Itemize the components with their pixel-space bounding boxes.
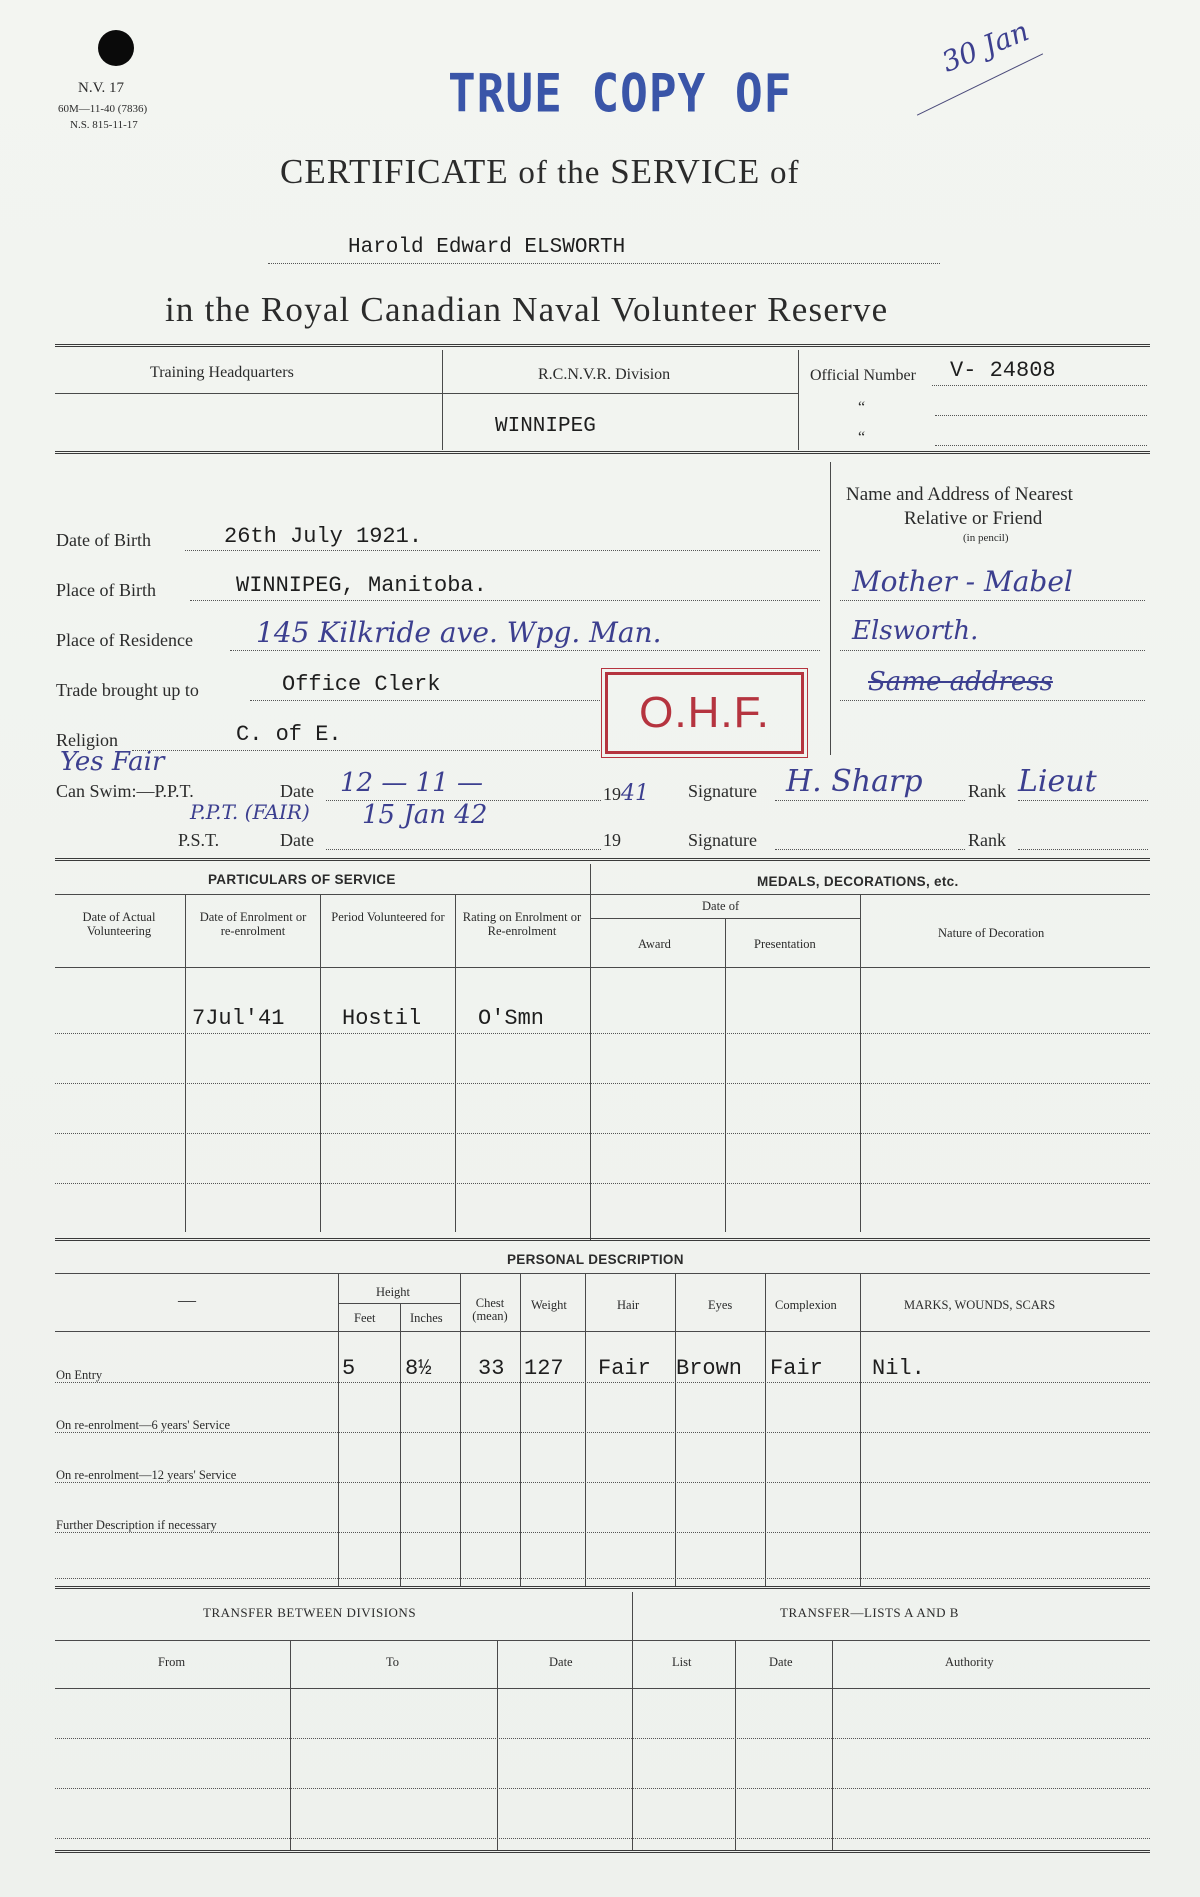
year-value: 41: [621, 781, 649, 806]
transfer-bottom-rule: [55, 1850, 1150, 1853]
divider: [860, 1274, 861, 1586]
line: [55, 1432, 1150, 1433]
hair-label: Hair: [617, 1298, 640, 1312]
certificate-title: [280, 152, 799, 192]
line: [1018, 849, 1148, 850]
line: [55, 1738, 1150, 1739]
line: [55, 1788, 1150, 1789]
description-dash: —: [178, 1290, 196, 1310]
divider: [460, 1274, 461, 1586]
dob-label: Date of Birth: [56, 530, 151, 550]
line: [840, 650, 1145, 651]
line: [775, 800, 965, 801]
divider: [320, 895, 321, 1232]
line: [775, 849, 965, 850]
description-header-bottom-rule: [55, 1331, 1150, 1332]
service-member-name: Harold Edward ELSWORTH: [348, 236, 626, 259]
service-table-top-rule: [55, 858, 1150, 861]
relative-heading-2: Relative or Friend: [904, 508, 1043, 529]
line: [935, 445, 1147, 446]
row-further-description: Further Description if necessary: [56, 1518, 217, 1532]
col-period: Period Volunteered for: [331, 910, 445, 924]
line: [230, 650, 820, 651]
row-reenrolment-6: On re-enrolment—6 years' Service: [56, 1418, 231, 1432]
col-actual-volunteering: Date of Actual Volunteering: [82, 910, 156, 938]
true-copy-stamp: TRUE COPY OF: [448, 61, 793, 125]
entry-weight: 127: [524, 1356, 564, 1381]
top-rule: [55, 344, 1150, 347]
line: [55, 1133, 1150, 1134]
top-row-mid-rule: [55, 393, 798, 394]
service-header-bottom-rule: [55, 967, 1150, 968]
ppt-year-prefix: [603, 781, 649, 806]
divider: [290, 1640, 291, 1850]
line: [55, 1382, 1150, 1383]
title-of: of: [769, 155, 800, 191]
ppt-date-label: Date: [280, 781, 314, 801]
relative-line-3: Same address: [868, 667, 1053, 697]
residence-label: Place of Residence: [56, 630, 193, 650]
line: [55, 1532, 1150, 1533]
line: [935, 415, 1147, 416]
form-code-nv17: N.V. 17: [78, 80, 124, 96]
punch-hole: [98, 30, 134, 66]
line: [840, 700, 1145, 701]
divider: [520, 1274, 521, 1586]
line: [190, 600, 820, 601]
relative-heading-3: (in pencil): [963, 532, 1009, 544]
relative-line-1: Mother - Mabel: [852, 565, 1073, 598]
line: [1018, 800, 1148, 801]
official-number-label: Official Number: [810, 367, 916, 384]
divider: [442, 350, 443, 450]
entry-eyes: Brown: [676, 1356, 743, 1381]
line: [55, 1578, 1150, 1579]
row-on-entry: On Entry: [56, 1368, 103, 1382]
pst-label: P.S.T.: [178, 830, 220, 850]
entry-marks: Nil.: [872, 1356, 925, 1381]
feet-label: Feet: [354, 1311, 376, 1325]
inches-label: Inches: [410, 1311, 443, 1325]
service-table-bottom-rule: [55, 1238, 1150, 1241]
form-code-print: 60M—11-40 (7836): [58, 103, 148, 115]
pst-date-label: Date: [280, 830, 314, 850]
pst-date-handwritten: 15 Jan 42: [362, 800, 488, 830]
title-certificate: CERTIFICATE: [280, 152, 509, 191]
line: [250, 700, 600, 701]
complexion-label: Complexion: [775, 1298, 837, 1312]
medals-date-of: Date of: [702, 899, 740, 913]
trade-label: Trade brought up to: [56, 680, 199, 700]
ppt-date-value: 12 — 11 —: [340, 768, 483, 798]
divider: [860, 895, 861, 1232]
residence-value: 145 Kilkride ave. Wpg. Man.: [256, 616, 662, 649]
line: [55, 1838, 1150, 1839]
line: [55, 1033, 1150, 1034]
ppt-signature-value: H. Sharp: [786, 764, 923, 799]
divider: [725, 918, 726, 1232]
divider: [497, 1640, 498, 1850]
ohf-stamp-text: O.H.F.: [639, 688, 770, 737]
can-swim-label: Can Swim:—P.P.T.: [56, 781, 194, 801]
line: [932, 385, 1147, 386]
religion-label: Religion: [56, 730, 118, 750]
ditto-mark: “: [858, 399, 866, 416]
pst-year-prefix: 19: [603, 830, 621, 850]
official-number-value: V- 24808: [950, 358, 1056, 383]
pst-rank-label: Rank: [968, 830, 1006, 850]
divider: [338, 1274, 339, 1586]
description-subhead-rule: [55, 1273, 1150, 1274]
service-heading: PARTICULARS OF SERVICE: [208, 872, 396, 887]
transfer-header-bottom-rule: [55, 1688, 1150, 1689]
chest-label: Chest (mean): [472, 1296, 508, 1323]
description-bottom-rule: [55, 1586, 1150, 1589]
training-hq-label: Training Headquarters: [150, 364, 294, 381]
divider: [798, 350, 799, 450]
divider: [832, 1640, 833, 1850]
relative-heading: Name and Address of Nearest: [846, 484, 1073, 505]
transfer-date: Date: [549, 1655, 573, 1669]
medals-presentation: Presentation: [754, 937, 816, 951]
division-value: WINNIPEG: [495, 415, 596, 438]
transfer-subhead-rule: [55, 1640, 1150, 1641]
divider: [400, 1303, 401, 1586]
line: [185, 550, 820, 551]
entry-complexion: Fair: [770, 1356, 823, 1381]
medals-heading: MEDALS, DECORATIONS, etc.: [757, 874, 959, 889]
ppt-signature-label: Signature: [688, 781, 757, 801]
pst-signature-label: Signature: [688, 830, 757, 850]
service-subhead-rule: [55, 894, 1150, 895]
service-period-value: Hostil: [342, 1006, 422, 1031]
service-enrolment-value: 7Jul'41: [192, 1006, 285, 1031]
name-line: [268, 263, 940, 264]
transfer-list: List: [672, 1655, 692, 1669]
line: [840, 600, 1145, 601]
weight-label: Weight: [531, 1298, 567, 1312]
service-rating-value: O'Smn: [478, 1006, 545, 1031]
title-of-the: of the: [518, 155, 601, 191]
col-rating: Rating on Enrolment or Re-enrolment: [462, 910, 582, 938]
margin-note: 30 Jan: [937, 14, 1034, 79]
medals-nature: Nature of Decoration: [938, 926, 1045, 940]
line: [55, 1183, 1150, 1184]
ditto-mark: “: [858, 429, 866, 446]
pob-value: WINNIPEG, Manitoba.: [236, 573, 487, 598]
transfer-divisions-heading: TRANSFER BETWEEN DIVISIONS: [203, 1605, 417, 1620]
line: [326, 849, 601, 850]
dob-value: 26th July 1921.: [224, 524, 423, 549]
transfer-divider: [632, 1592, 633, 1850]
subtitle: in the Royal Canadian Naval Volunteer Reserve: [165, 290, 889, 329]
description-heading: PERSONAL DESCRIPTION: [507, 1252, 684, 1267]
height-label: Height: [376, 1285, 411, 1299]
transfer-to: To: [386, 1655, 400, 1669]
relative-box-border: [830, 462, 831, 755]
ppt-fair-note: P.P.T. (FAIR): [190, 800, 310, 824]
height-rule: [338, 1303, 460, 1304]
swim-handwritten-note: Yes Fair: [60, 747, 165, 777]
divider: [185, 895, 186, 1232]
year-prefix: 19: [603, 784, 621, 804]
transfer-from: From: [158, 1655, 186, 1669]
pob-label: Place of Birth: [56, 580, 156, 600]
line: [55, 1482, 1150, 1483]
top-table-bottom-rule: [55, 451, 1150, 454]
transfer-date-2: Date: [769, 1655, 793, 1669]
entry-hair: Fair: [598, 1356, 651, 1381]
row-reenrolment-12: On re-enrolment—12 years' Service: [56, 1468, 237, 1482]
divider: [585, 1274, 586, 1586]
entry-inches: 8½: [405, 1356, 432, 1381]
entry-chest: 33: [478, 1356, 505, 1381]
trade-value: Office Clerk: [282, 672, 441, 697]
divider: [735, 1640, 736, 1850]
transfer-authority: Authority: [945, 1655, 994, 1669]
divider: [765, 1274, 766, 1586]
religion-value: C. of E.: [236, 722, 342, 747]
ppt-rank-value: Lieut: [1018, 764, 1097, 799]
division-label: R.C.N.V.R. Division: [538, 366, 671, 383]
ohf-stamp: [605, 672, 804, 754]
transfer-lists-heading: TRANSFER—LISTS A AND B: [780, 1605, 959, 1620]
divider: [455, 895, 456, 1232]
line: [55, 1083, 1150, 1084]
title-service: SERVICE: [610, 152, 761, 191]
marks-label: MARKS, WOUNDS, SCARS: [904, 1298, 1056, 1312]
divider: [675, 1274, 676, 1586]
form-code-ns: N.S. 815-11-17: [70, 119, 138, 131]
line: [132, 750, 602, 751]
eyes-label: Eyes: [708, 1298, 733, 1312]
medals-award: Award: [638, 937, 671, 951]
ppt-rank-label: Rank: [968, 781, 1006, 801]
relative-line-2: Elsworth.: [852, 616, 979, 646]
col-enrolment-date: Date of Enrolment or re-enrolment: [199, 910, 307, 938]
entry-feet: 5: [342, 1356, 356, 1381]
